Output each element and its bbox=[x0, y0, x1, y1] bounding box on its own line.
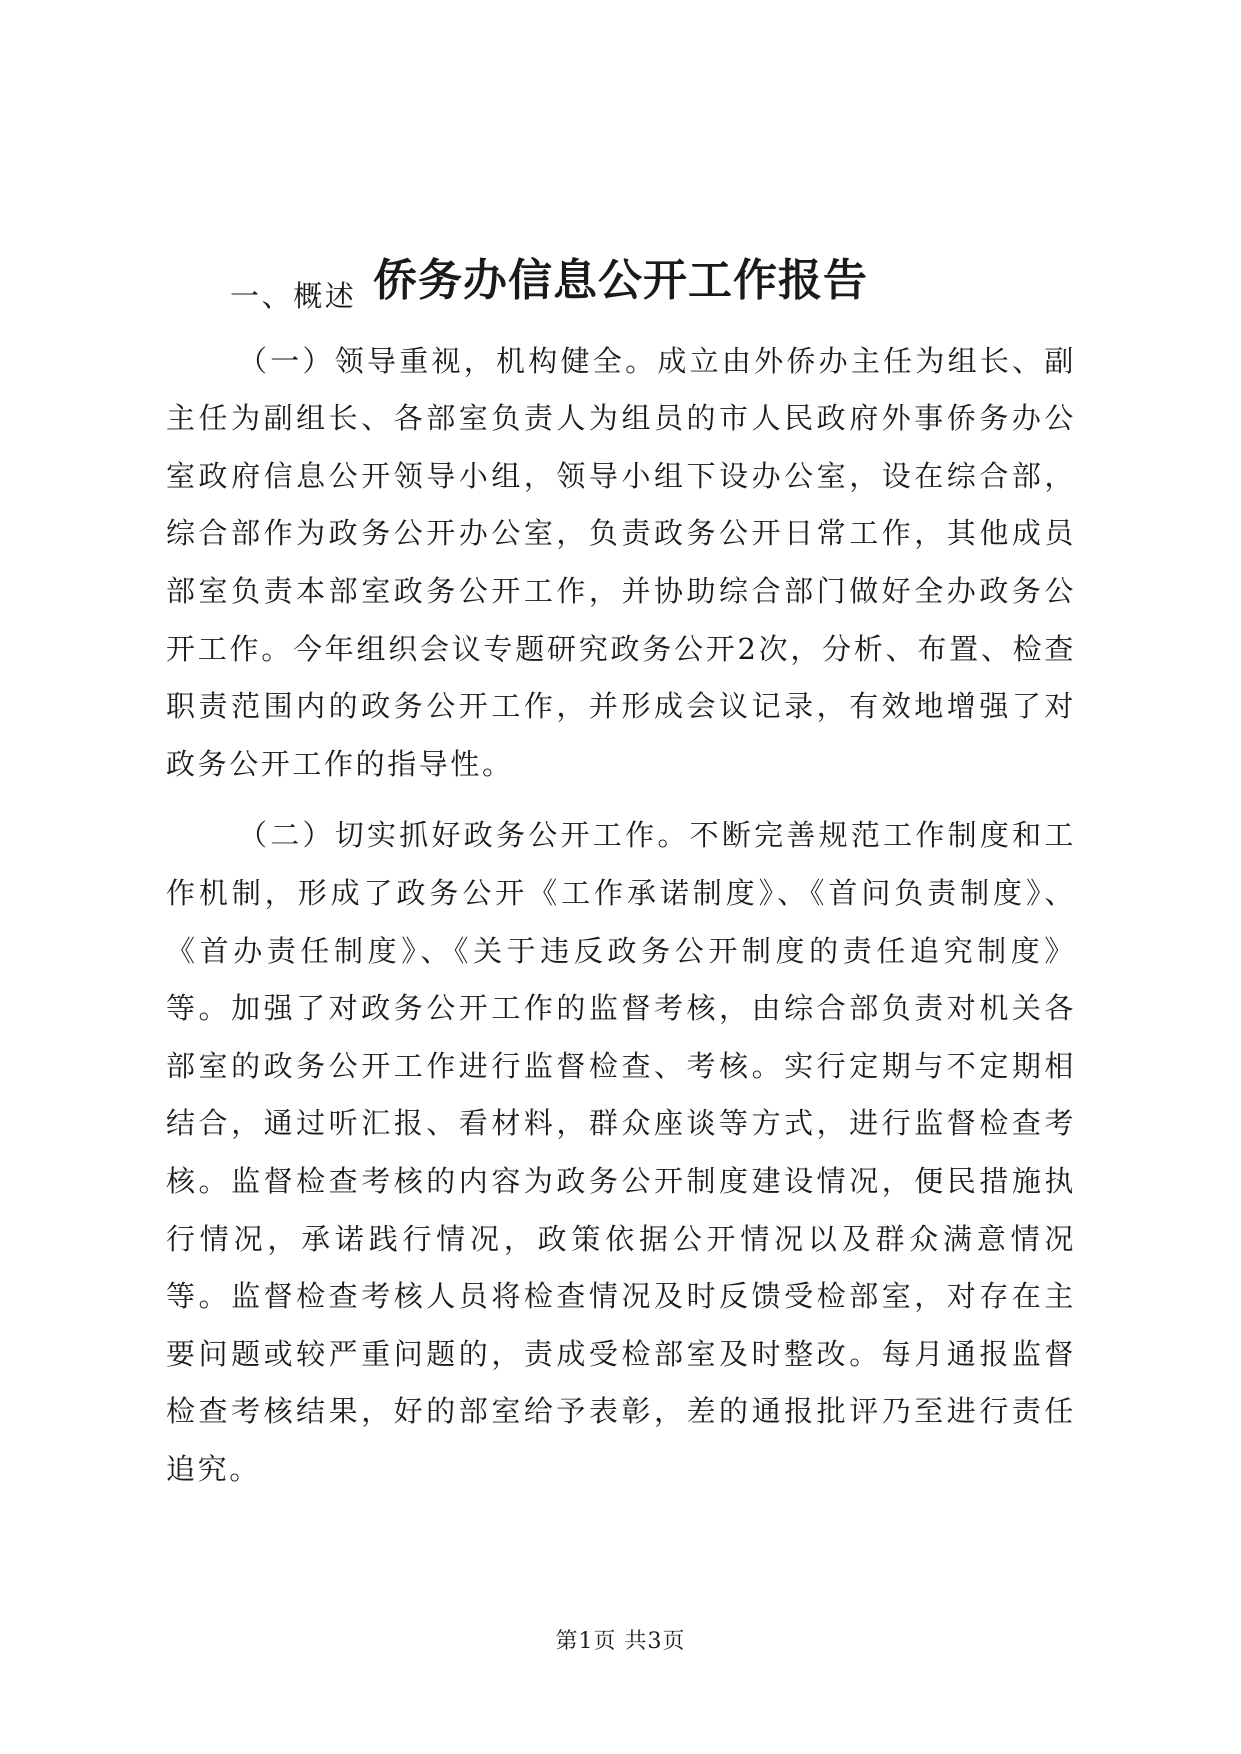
paragraph-1: （一）领导重视，机构健全。成立由外侨办主任为组长、副主任为副组长、各部室负责人为组员的市人民政府外事侨务办公室政府信息公开领导小组，领导小组下设办公室，设在综合部，综合部作为政务公开办公室，负责政务公开日常工作，其他成员部室负责本部室政务公开工作，并协助综合部门做好全办政务公开工作。今年组织会议专题研究政务公开2次，分析、布置、检查职责范围内的政务公开工作，并形成会议记录，有效地增强了对政务公开工作的指导性。 bbox=[166, 343, 1076, 781]
section-heading: 一、概述 bbox=[230, 279, 357, 313]
document-title: 侨务办信息公开工作报告 bbox=[373, 255, 868, 307]
paragraph-2: （二）切实抓好政务公开工作。不断完善规范工作制度和工作机制，形成了政务公开《工作承诺制度》、《首问负责制度》、《首办责任制度》、《关于违反政务公开制度的责任追究制度》等。加强了对政务公开工作的监督考核，由综合部负责对机关各部室的政务公开工作进行监督检查、考核。实行定期与不定期相结合，通过听汇报、看材料，群众座谈等方式，进行监督检查考核。监督检查考核的内容为政务公开制度建设情况，便民措施执行情况，承诺践行情况，政策依据公开情况以及群众满意情况等。监督检查考核人员将检查情况及时反馈受检部室，对存在主要问题或较严重问题的，责成受检部室及时整改。每月通报监督检查考核结果，好的部室给予表彰，差的通报批评乃至进行责任追究。 bbox=[166, 818, 1076, 1486]
page-indicator: 第1页 共3页 bbox=[555, 1629, 686, 1654]
page-footer bbox=[0, 1627, 1241, 1657]
document-body bbox=[166, 268, 1076, 1498]
